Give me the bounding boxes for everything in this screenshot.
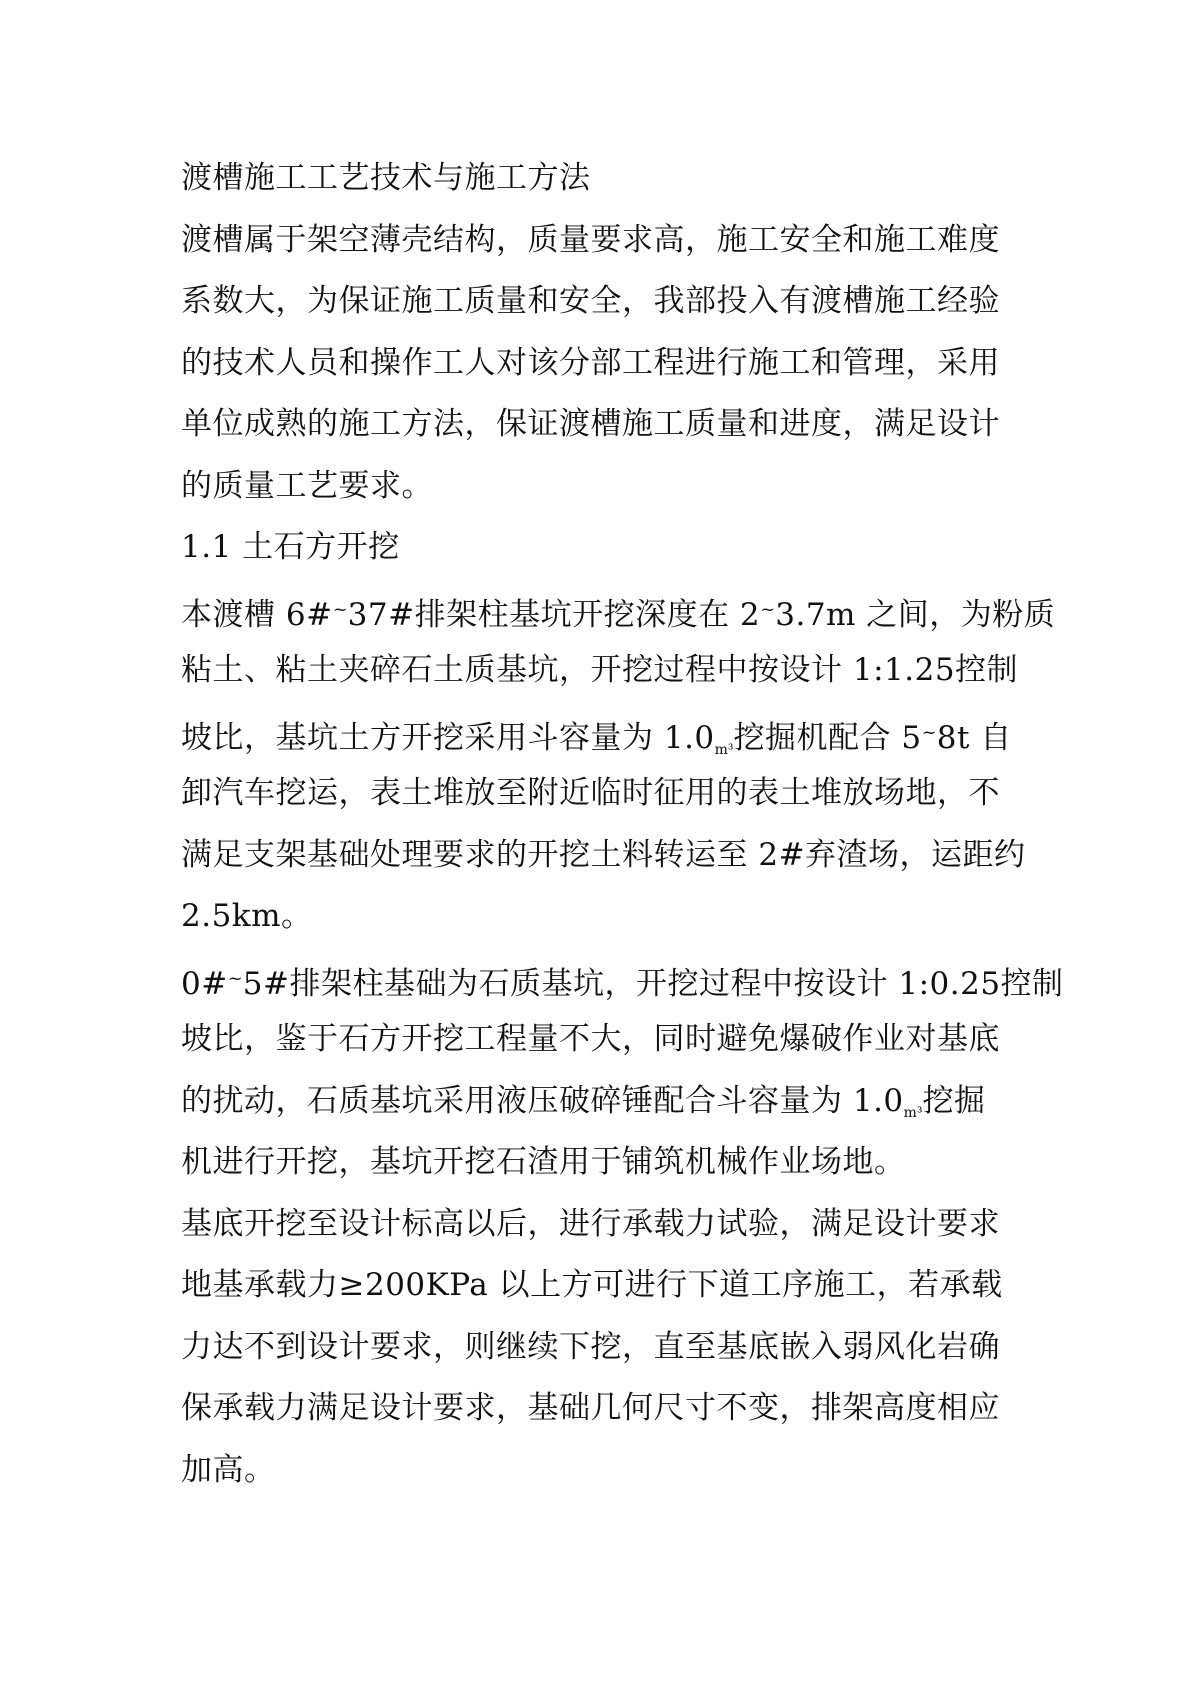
paragraph-bearing-capacity [181, 1194, 1031, 1502]
intro-line-4: 单位成熟的施工方法，保证渡槽施工质量和进度，满足设计 [181, 406, 1000, 442]
para1-line-3-text-c: 8t 自 [936, 719, 1012, 756]
tilde-mark: ~ [760, 598, 776, 620]
para3-line-1: 基底开挖至设计标高以后，进行承载力试验，满足设计要求 [181, 1205, 1000, 1242]
document-body [181, 148, 1064, 1501]
para1-line-2: 粘土、粘土夹碎石土质基坑，开挖过程中按设计 1:1.25控制 [181, 652, 1019, 688]
para2-line-2: 坡比，鉴于石方开挖工程量不大，同时避免爆破作业对基底 [181, 1021, 1000, 1057]
paragraph-rock-excavation [181, 948, 1064, 1194]
para1-line-3 [181, 702, 1031, 764]
tilde-mark: ~ [921, 721, 937, 743]
para2-line-4: 机进行开挖，基坑开挖石渣用于铺筑机械作业场地。 [181, 1144, 906, 1180]
para2-line-3 [181, 1071, 1031, 1133]
para2-line-1 [181, 948, 1064, 1010]
intro-paragraph [181, 210, 1031, 518]
para1-line-5: 满足支架基础处理要求的开挖土料转运至 2#弃渣场，运距约 [181, 836, 1026, 873]
intro-line-3: 的技术人员和操作工人对该分部工程进行施工和管理，采用 [181, 344, 1000, 381]
intro-line-5: 的质量工艺要求。 [181, 467, 433, 504]
para2-line-3-text-b: 挖掘 [922, 1082, 986, 1119]
para2-line-3-text-a: 的扰动，石质基坑采用液压破碎锤配合斗容量为 1.0 [181, 1082, 904, 1119]
section-heading: 1.1 土石方开挖 [181, 529, 400, 565]
unit-cubic-meter: m³ [903, 1104, 923, 1121]
para1-line-1-text-a: 本渡槽 6# [181, 596, 333, 633]
para1-line-1-text-b: 37#排架柱基坑开挖深度在 2 [347, 596, 761, 633]
para1-line-3-text-b: 挖掘机配合 5 [733, 719, 922, 756]
para3-line-3: 力达不到设计要求，则继续下挖，直至基底嵌入弱风化岩确 [181, 1328, 1000, 1365]
tilde-mark: ~ [332, 598, 348, 620]
para3-line-4: 保承载力满足设计要求，基础几何尺寸不变，排架高度相应 [181, 1390, 1000, 1426]
para3-line-2: 地基承载力≥200KPa 以上方可进行下道工序施工，若承载 [181, 1267, 1003, 1303]
para3-line-5: 加高。 [181, 1451, 276, 1488]
para2-line-1-text-a: 0# [181, 965, 228, 1002]
intro-line-1: 渡槽属于架空薄壳结构，质量要求高，施工安全和施工难度 [181, 221, 1000, 258]
para2-line-1-text-b: 5#排架柱基础为石质基坑，开挖过程中按设计 1:0.25控制 [242, 965, 1064, 1002]
paragraph-soil-excavation [181, 579, 1056, 948]
para1-line-6: 2.5km。 [181, 898, 313, 934]
para1-line-4: 卸汽车挖运，表土堆放至附近临时征用的表土堆放场地，不 [181, 775, 1000, 811]
intro-line-2: 系数大，为保证施工质量和安全，我部投入有渡槽施工经验 [181, 283, 1000, 319]
para1-line-3-text-a: 坡比，基坑土方开挖采用斗容量为 1.0 [181, 719, 715, 756]
unit-cubic-meter: m³ [714, 741, 734, 758]
para1-line-1-text-c: 3.7m 之间，为粉质 [775, 596, 1056, 633]
tilde-mark: ~ [227, 967, 243, 989]
para1-line-1 [181, 579, 1056, 641]
document-title: 渡槽施工工艺技术与施工方法 [181, 160, 591, 196]
